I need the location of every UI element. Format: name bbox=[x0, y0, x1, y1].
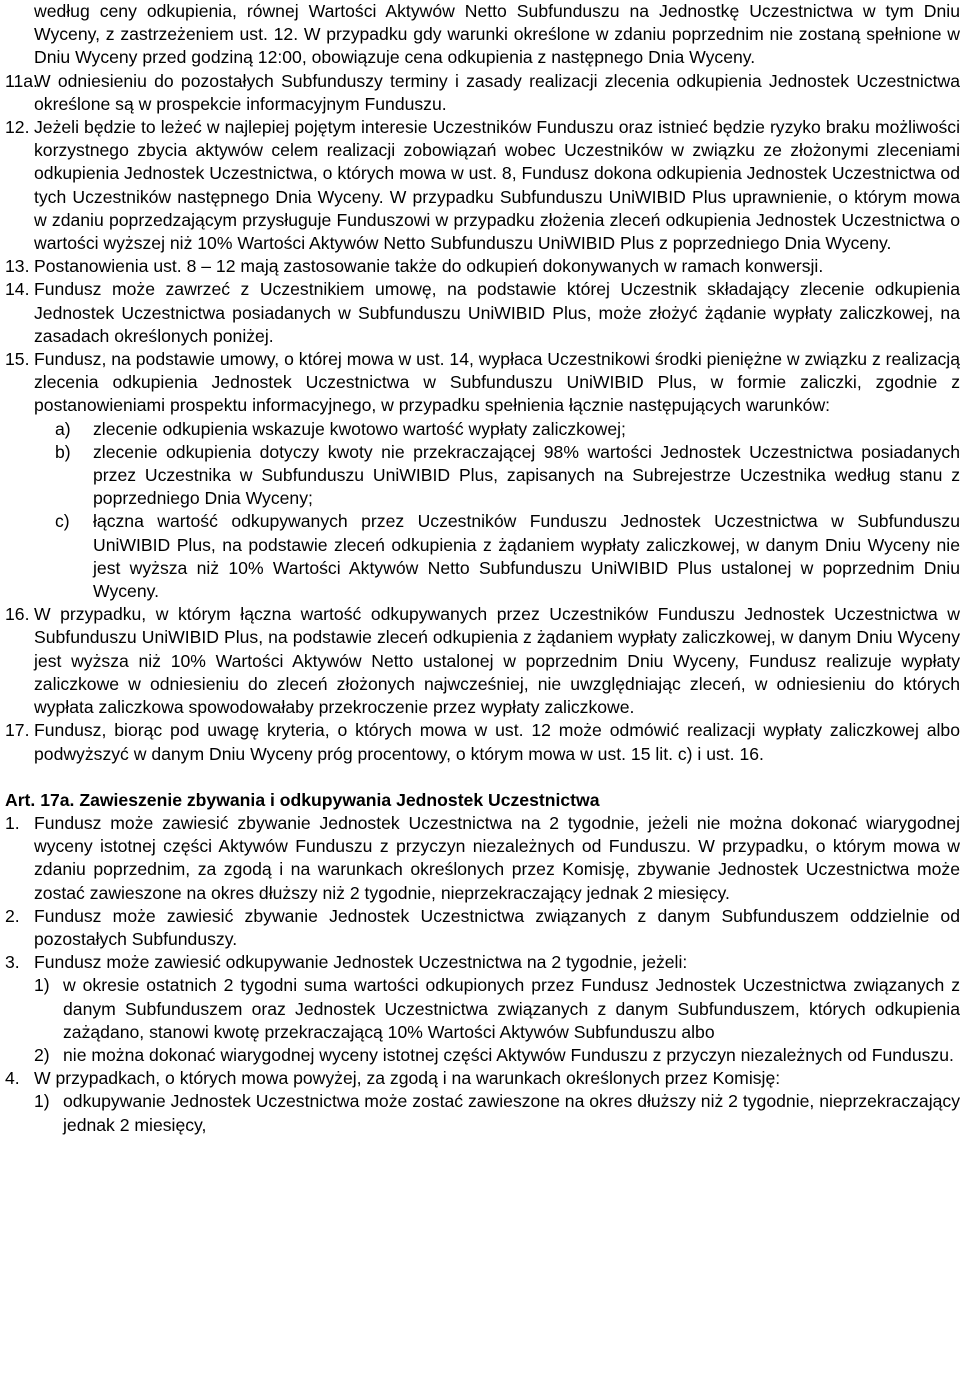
list-item-number: 1) bbox=[34, 1091, 50, 1112]
paragraph-number: 15. bbox=[5, 349, 30, 370]
paragraph-text: Fundusz, biorąc pod uwagę kryteria, o których mowa w ust. 12 może odmówić realizacji wypłaty zaliczkowej albo podwyższyć w danym Dniu Wyceny próg procentowy, o którym mowa w ust. 15 lit. c) i ust. 16. bbox=[34, 720, 960, 764]
intro-paragraph bbox=[0, 0, 960, 70]
list-item-text: w okresie ostatnich 2 tygodni suma wartości odkupionych przez Fundusz Jednostek Uczestnictwa związanych z danym Subfunduszem oraz Jednostek Uczestnictwa związanych z danym Subfunduszem, których odkupienia zażądano, stanowi kwotę przekraczającą 10% Wartości Aktywów Subfunduszu albo bbox=[63, 975, 960, 1042]
paragraph-number: 14. bbox=[5, 279, 30, 300]
list-item-number: 1) bbox=[34, 975, 50, 996]
paragraph-number: 17. bbox=[5, 720, 30, 741]
paragraph-17 bbox=[0, 719, 960, 765]
paragraph-13 bbox=[0, 255, 960, 278]
list-item-3-1 bbox=[0, 974, 960, 1044]
list-item-3-2 bbox=[0, 1044, 960, 1067]
paragraph-number: 3. bbox=[5, 952, 20, 973]
article-paragraph-2 bbox=[0, 905, 960, 951]
paragraph-number: 13. bbox=[5, 256, 30, 277]
paragraph-number: 16. bbox=[5, 604, 30, 625]
paragraph-text: Fundusz może zawiesić zbywanie Jednostek Uczestnictwa związanych z danym Subfunduszem oddzielnie od pozostałych Subfunduszy. bbox=[34, 905, 960, 949]
section-spacer bbox=[0, 766, 960, 789]
paragraph-text: W odniesieniu do pozostałych Subfunduszy terminy i zasady realizacji zlecenia odkupienia Jednostek Uczestnictwa określone są w prospekcie informacyjnym Funduszu. bbox=[34, 70, 960, 114]
list-item-15c bbox=[0, 510, 960, 603]
list-item-letter: b) bbox=[55, 441, 71, 462]
intro-text: według ceny odkupienia, równej Wartości Aktywów Netto Subfunduszu na Jednostkę Uczestnictwa w tym Dniu Wyceny, z zastrzeżeniem ust. 12. W przypadku gdy warunki określone w zdaniu poprzednim nie zostaną spełnione w Dniu Wyceny przed godziną 12:00, obowiązuje cena odkupienia z następnego Dnia Wyceny. bbox=[34, 1, 960, 68]
paragraph-15 bbox=[0, 348, 960, 418]
paragraph-text: Fundusz, na podstawie umowy, o której mowa w ust. 14, wypłaca Uczestnikowi środki pieniężne w związku z realizacją zlecenia odkupienia Jednostek Uczestnictwa w Subfunduszu UniWIBID Plus, w formie zaliczki, zgodnie z postanowieniami prospektu informacyjnego, w przypadku spełnienia łącznie następujących warunków: bbox=[34, 349, 960, 416]
list-item-text: łączna wartość odkupywanych przez Uczestników Funduszu Jednostek Uczestnictwa w Subfunduszu UniWIBID Plus, na podstawie zleceń odkupienia z żądaniem wypłaty zaliczkowej, w danym Dniu Wyceny nie jest wyższa niż 10% Wartości Aktywów Netto Subfunduszu UniWIBID Plus ustalonej w poprzednim Dniu Wyceny. bbox=[93, 511, 960, 602]
paragraph-text: Jeżeli będzie to leżeć w najlepiej pojętym interesie Uczestników Funduszu oraz istnieć będzie ryzyko braku możliwości korzystnego zbycia aktywów celem realizacji zobowiązań wobec Uczestników w związku ze złożonymi zleceniami odkupienia Jednostek Uczestnictwa, o których mowa w ust. 8, Fundusz dokona odkupienia Jednostek Uczestnictwa od tych Uczestników następnego Dnia Wyceny. W przypadku Subfunduszu UniWIBID Plus uprawnienie, o którym mowa w zdaniu poprzedzającym przysługuje Funduszowi w przypadku złożenia zleceń odkupienia Jednostek Uczestnictwa o wartości wyższej niż 10% Wartości Aktywów Netto Subfunduszu UniWIBID Plus z poprzedniego Dnia Wyceny. bbox=[34, 117, 960, 254]
list-item-text: zlecenie odkupienia dotyczy kwoty nie przekraczającej 98% wartości Jednostek Uczestnictwa posiadanych przez Uczestnika w Subfunduszu UniWIBID Plus, zapisanych na Subrejestrze Uczestnika według stanu z poprzedniego Dnia Wyceny; bbox=[93, 441, 960, 509]
article-paragraph-1 bbox=[0, 812, 960, 905]
list-item-letter: c) bbox=[55, 511, 70, 532]
list-item-text: odkupywanie Jednostek Uczestnictwa może zostać zawieszone na okres dłuższy niż 2 tygodnie, nieprzekraczający jednak 2 miesięcy, bbox=[63, 1091, 960, 1135]
paragraph-text: Fundusz może zawrzeć z Uczestnikiem umowę, na podstawie której Uczestnik składający zlecenie odkupienia Jednostek Uczestnictwa posiadanych w Subfunduszu UniWIBID Plus, może złożyć żądanie wypłaty zaliczkowej, na zasadach określonych poniżej. bbox=[34, 279, 960, 346]
list-item-letter: a) bbox=[55, 418, 71, 439]
article-paragraph-3 bbox=[0, 951, 960, 974]
article-paragraph-4 bbox=[0, 1067, 960, 1090]
paragraph-14 bbox=[0, 278, 960, 348]
list-item-15b bbox=[0, 441, 960, 511]
paragraph-number: 2. bbox=[5, 905, 20, 926]
list-item-number: 2) bbox=[34, 1044, 50, 1065]
paragraph-text: Fundusz może zawiesić zbywanie Jednostek Uczestnictwa na 2 tygodnie, jeżeli nie można dokonać wiarygodnej wyceny istotnej części Aktywów Funduszu z przyczyn niezależnych od Funduszu. W przypadku, o którym mowa w zdaniu poprzednim, za zgodą i na warunkach określonych przez Komisję, zbywanie Jednostek Uczestnictwa może zostać zawieszone na okres dłuższy niż 2 tygodnie, nieprzekraczający jednak 2 miesięcy. bbox=[34, 812, 960, 903]
paragraph-text: Fundusz może zawiesić odkupywanie Jednostek Uczestnictwa na 2 tygodnie, jeżeli: bbox=[34, 952, 688, 973]
list-item-15a bbox=[0, 418, 960, 441]
paragraph-11a bbox=[0, 70, 960, 116]
list-item-text: zlecenie odkupienia wskazuje kwotowo wartość wypłaty zaliczkowej; bbox=[93, 418, 626, 439]
list-item-4-1 bbox=[0, 1090, 960, 1136]
paragraph-12 bbox=[0, 116, 960, 255]
paragraph-number: 11a. bbox=[5, 70, 38, 91]
paragraph-number: 12. bbox=[5, 117, 30, 138]
list-item-text: nie można dokonać wiarygodnej wyceny istotnej części Aktywów Funduszu z przyczyn niezależnych od Funduszu. bbox=[63, 1044, 954, 1065]
paragraph-number: 1. bbox=[5, 812, 20, 833]
article-heading: Art. 17a. Zawieszenie zbywania i odkupywania Jednostek Uczestnictwa bbox=[5, 789, 600, 810]
paragraph-text: W przypadku, w którym łączna wartość odkupywanych przez Uczestników Funduszu Jednostek Uczestnictwa w Subfunduszu UniWIBID Plus, na podstawie zleceń odkupienia z żądaniem wypłaty zaliczkowej, w danym Dniu Wyceny jest wyższa niż 10% Wartości Aktywów Netto ustalonej w poprzednim Dniu Wyceny, Fundusz realizuje wypłaty zaliczkowe w odniesieniu do zleceń złożonych najwcześniej, nie uwzględniając zleceń, w odniesieniu do których wypłata zaliczkowa spowodowałaby przekroczenie przez wypłaty zaliczkowe. bbox=[34, 604, 960, 718]
paragraph-text: W przypadkach, o których mowa powyżej, za zgodą i na warunkach określonych przez Komisję: bbox=[34, 1068, 781, 1089]
paragraph-number: 4. bbox=[5, 1068, 20, 1089]
paragraph-text: Postanowienia ust. 8 – 12 mają zastosowanie także do odkupień dokonywanych w ramach konwersji. bbox=[34, 256, 824, 277]
paragraph-16 bbox=[0, 603, 960, 719]
